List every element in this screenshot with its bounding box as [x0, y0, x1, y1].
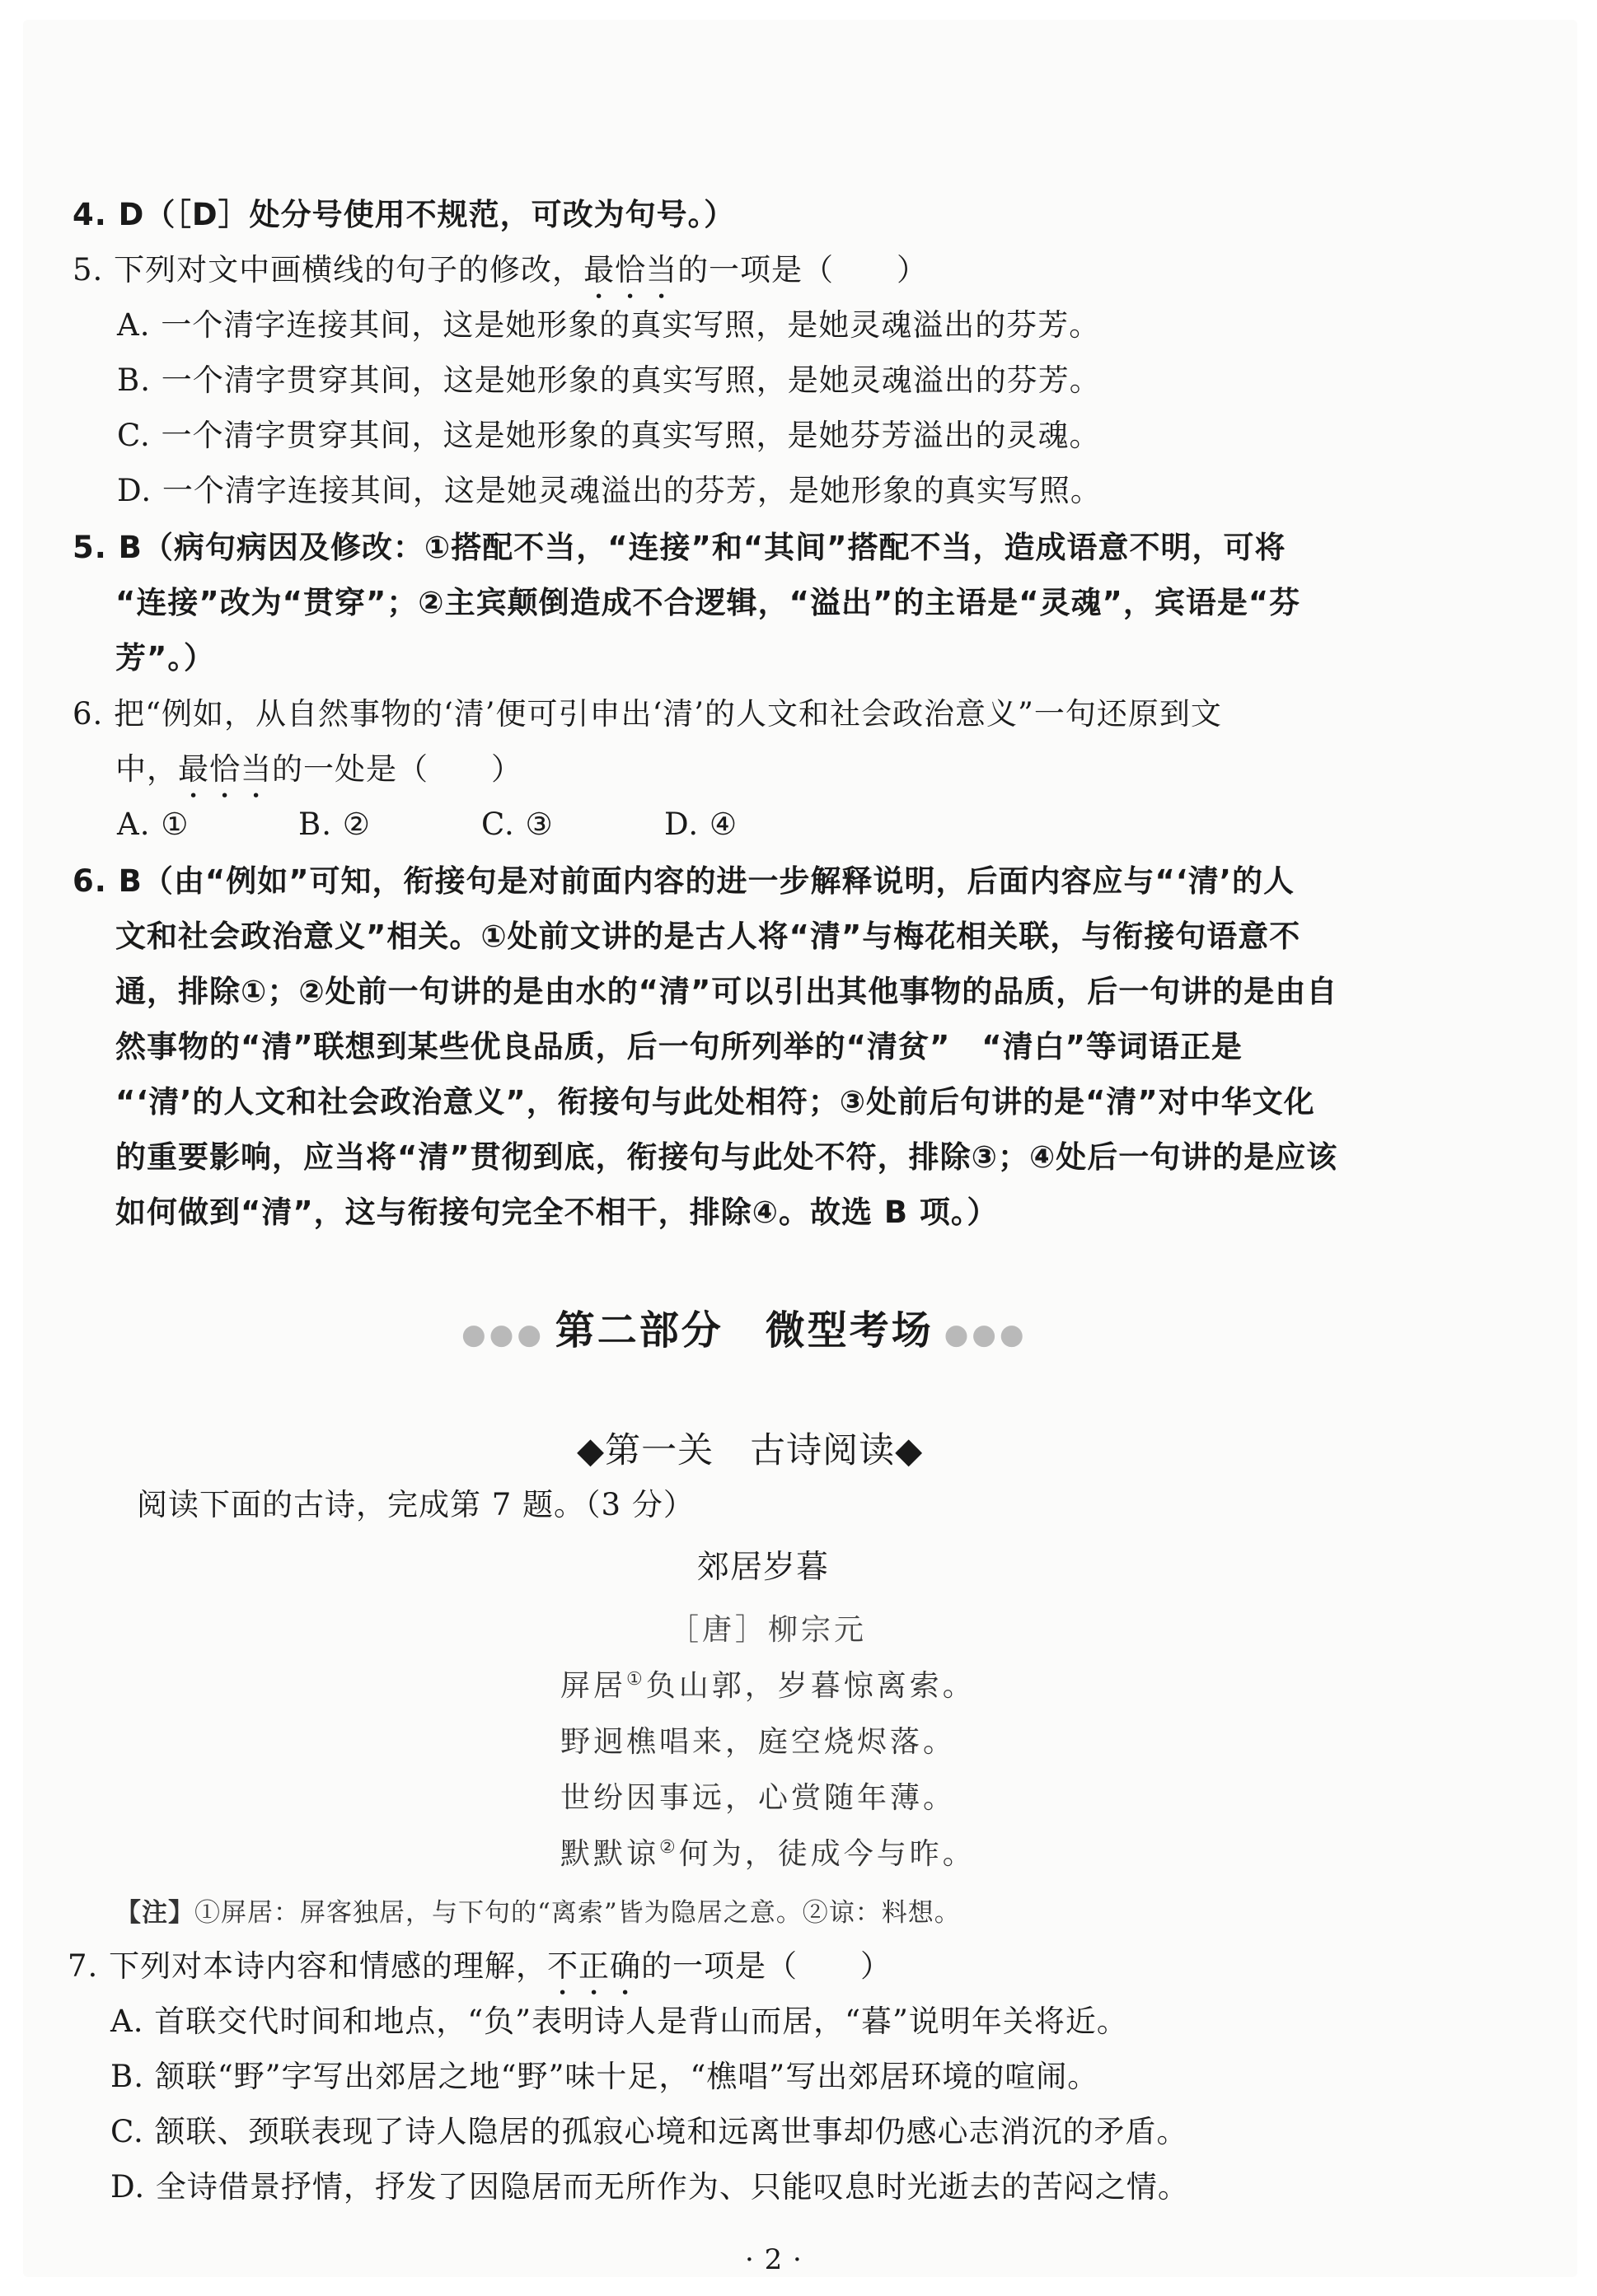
level-title: ◆第一关 古诗阅读◆	[577, 1430, 924, 1471]
poem-line-4-a: 默默谅	[560, 1837, 660, 1871]
poem-line-1	[560, 1666, 976, 1707]
q6-option-b: B. ②	[298, 807, 371, 842]
q5-stem-after: 的一项是（ ）	[677, 252, 929, 288]
q6-option-a: A. ①	[117, 807, 190, 842]
q6-option-d: D. ④	[664, 807, 738, 842]
q7-stem	[68, 1946, 892, 2002]
q6-stem-emphasis: 最恰当	[178, 751, 272, 787]
q6-stem-line-1: 6. 把“例如，从自然事物的‘清’便可引申出‘清’的人文和社会政治意义”一句还原到文	[73, 696, 1222, 732]
poem-line-4-b: 何为，徒成今与昨。	[678, 1837, 976, 1871]
q7-option-a: A. 首联交代时间和地点，“负”表明诗人是背山而居，“暮”说明年关将近。	[110, 2004, 1128, 2039]
q5-stem-before: 5. 下列对文中画横线的句子的修改，	[73, 252, 584, 288]
q7-stem-before: 7. 下列对本诗内容和情感的理解，	[68, 1948, 548, 1984]
q6-answer-line-4: 然事物的“清”联想到某些优良品质，后一句所列举的“清贫” “清白”等词语正是	[115, 1029, 1243, 1064]
poem-line-3: 世纷因事远，心赏随年薄。	[560, 1781, 957, 1815]
q6-answer-line-6: 的重要影响，应当将“清”贯彻到底，衔接句与此处不符，排除③；④处后一句讲的是应该	[115, 1139, 1338, 1175]
q6-stem-after: 的一处是（ ）	[272, 751, 522, 787]
poem-note-label: 【注】	[115, 1898, 194, 1928]
level-instruction: 阅读下面的古诗，完成第 7 题。（3 分）	[137, 1487, 695, 1522]
q7-option-b: B. 颔联“野”字写出郊居之地“野”味十足，“樵唱”写出郊居环境的喧闹。	[110, 2059, 1099, 2094]
poem-note-ref-2: ②	[659, 1837, 679, 1858]
poem-author: ［唐］柳宗元	[669, 1613, 868, 1647]
section-dots-left: ●●●	[461, 1318, 546, 1351]
q7-stem-after: 的一项是（ ）	[641, 1948, 892, 1984]
q5-option-c: C. 一个清字贯穿其间，这是她形象的真实写照，是她芬芳溢出的灵魂。	[117, 418, 1101, 453]
poem-note-ref-1: ①	[626, 1669, 646, 1690]
q6-answer-line-5: “‘清’的人文和社会政治意义”，衔接句与此处相符；③处前后句讲的是“清”对中华文化	[115, 1084, 1315, 1120]
q5-option-d: D. 一个清字连接其间，这是她灵魂溢出的芬芳，是她形象的真实写照。	[117, 473, 1102, 508]
poem-note	[115, 1892, 961, 1934]
q5-answer-line-1: 5. B（病句病因及修改：①搭配不当，“连接”和“其间”搭配不当，造成语意不明，可将	[73, 530, 1286, 565]
poem-title: 郊居岁暮	[697, 1549, 830, 1586]
q5-answer-line-3: 芳”。）	[115, 640, 215, 676]
page-number: · 2 ·	[745, 2243, 803, 2276]
q6-answer-line-3: 通，排除①；②处前一句讲的是由水的“清”可以引出其他事物的品质，后一句讲的是由自	[115, 974, 1338, 1009]
q6-stem-before: 中，	[115, 751, 178, 787]
q7-option-c: C. 颔联、颈联表现了诗人隐居的孤寂心境和远离世事却仍感心志消沉的矛盾。	[110, 2114, 1188, 2149]
q6-answer-line-2: 文和社会政治意义”相关。①处前文讲的是古人将“清”与梅花相关联，与衔接句语意不	[115, 919, 1301, 954]
poem-note-text: ①屏居：屏客独居，与下句的“离索”皆为隐居之意。②谅：料想。	[194, 1898, 961, 1928]
q6-answer-line-7: 如何做到“清”，这与衔接句完全不相干，排除④。故选 B 项。）	[115, 1195, 999, 1230]
q5-stem-emphasis: 最恰当	[583, 252, 678, 288]
section-dots-right: ●●●	[944, 1318, 1028, 1351]
poem-line-1-a: 屏居	[560, 1669, 627, 1703]
section-title: 第二部分 微型考场	[555, 1307, 934, 1354]
q7-option-d: D. 全诗借景抒情，抒发了因隐居而无所作为、只能叹息时光逝去的苦闷之情。	[110, 2169, 1189, 2205]
poem-line-2: 野迥樵唱来，庭空烧烬落。	[560, 1725, 957, 1759]
poem-line-4	[560, 1834, 976, 1875]
section-header	[461, 1306, 1028, 1359]
q6-answer-line-1: 6. B（由“例如”可知，衔接句是对前面内容的进一步解释说明，后面内容应与“‘清’的人	[73, 863, 1295, 899]
q6-option-c: C. ③	[481, 807, 554, 842]
q5-option-b: B. 一个清字贯穿其间，这是她形象的真实写照，是她灵魂溢出的芬芳。	[117, 362, 1101, 398]
q7-stem-emphasis: 不正确	[547, 1948, 642, 1984]
q4-answer: 4. D（［D］处分号使用不规范，可改为句号。）	[73, 197, 736, 232]
poem-line-1-b: 负山郭，岁暮惊离索。	[645, 1669, 976, 1703]
q6-stem-line-2	[115, 749, 522, 805]
q5-option-a: A. 一个清字连接其间，这是她形象的真实写照，是她灵魂溢出的芬芳。	[117, 307, 1101, 343]
q5-answer-line-2: “连接”改为“贯穿”；②主宾颠倒造成不合逻辑，“溢出”的主语是“灵魂”，宾语是“芬	[115, 585, 1301, 620]
q5-stem	[73, 250, 928, 306]
